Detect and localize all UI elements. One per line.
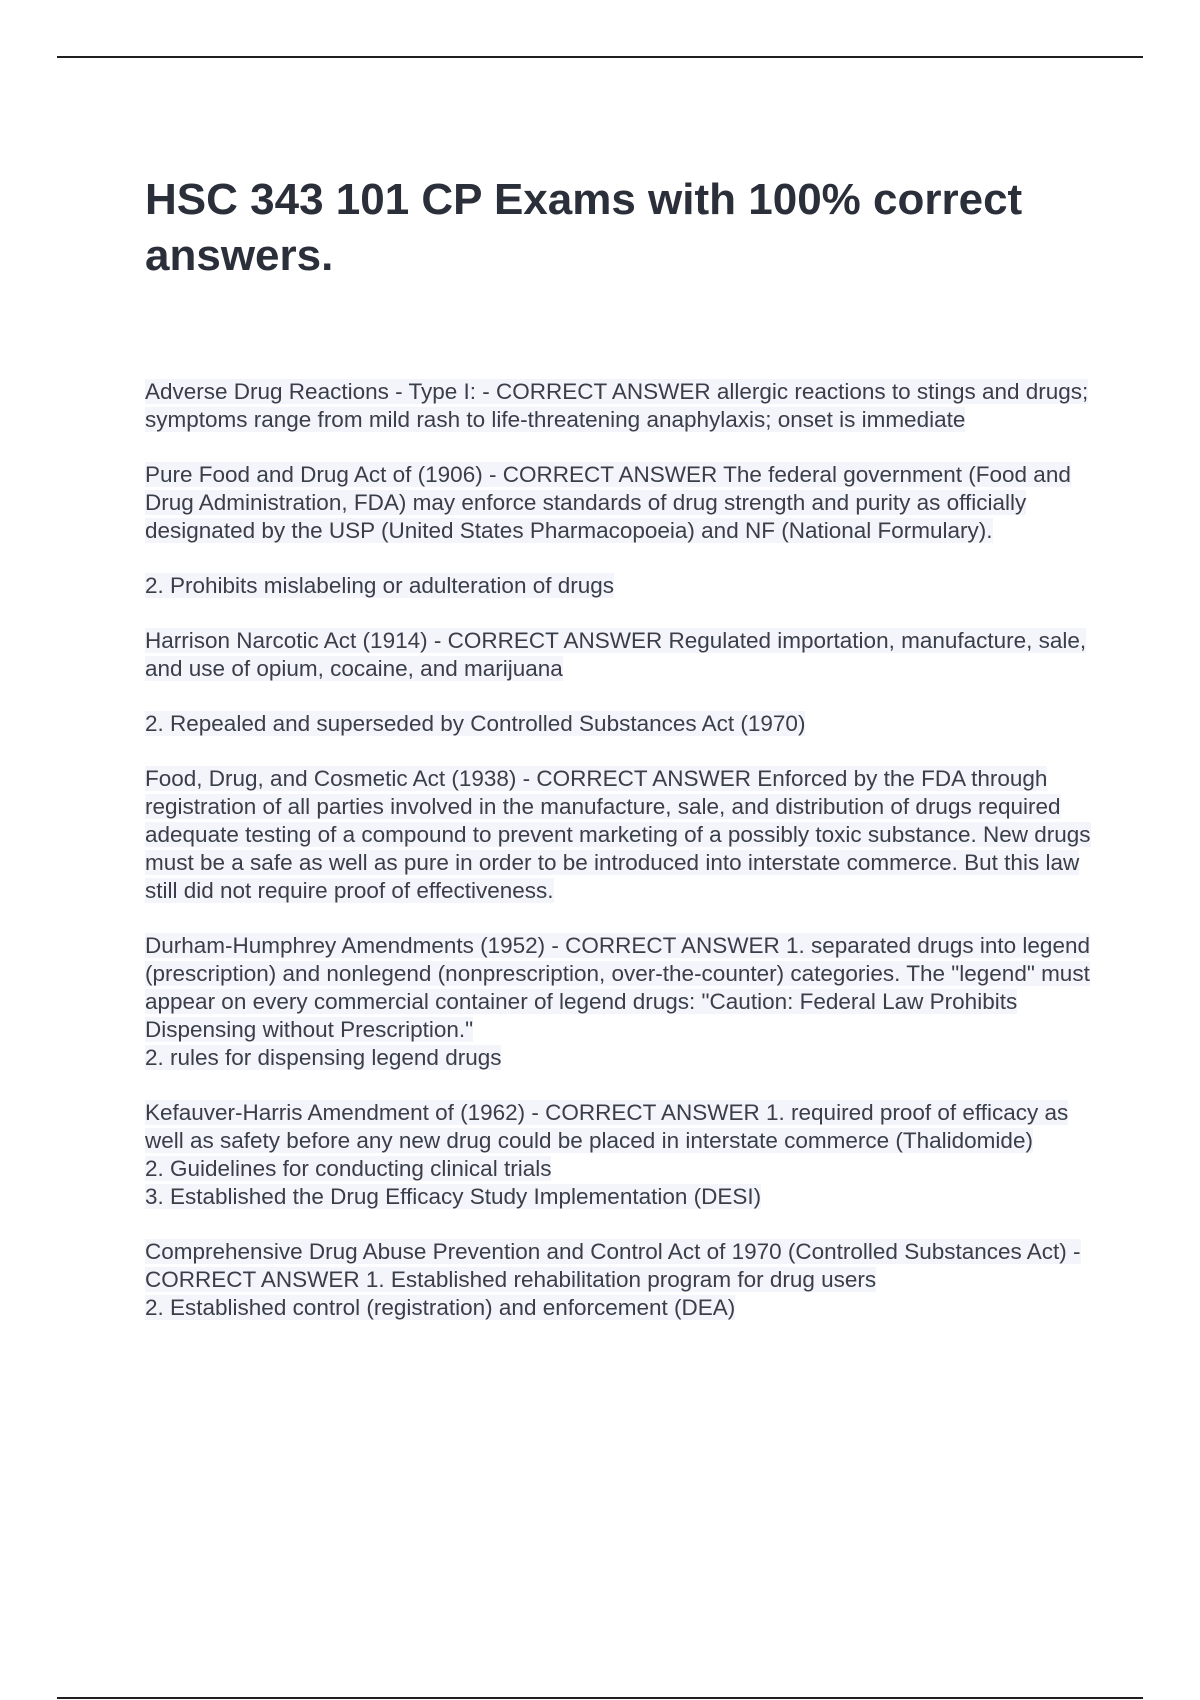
entry-durham-humphrey-amendments [145,932,1095,1072]
entry-kefauver-harris-amendment [145,1099,1095,1211]
entry-line: Food, Drug, and Cosmetic Act (1938) - CORRECT ANSWER Enforced by the FDA through registration of all parties involved in the manufacture, sale, and distribution of drugs required adequate testing of a compound to prevent marketing of a possibly toxic substance. New drugs must be a safe as well as pure in order to be introduced into interstate commerce. But this law still did not require proof of effectiveness. [145,766,1091,903]
entry-adverse-drug-reactions [145,378,1095,434]
entry-line: Adverse Drug Reactions - Type I: - CORRECT ANSWER allergic reactions to stings and drugs; symptoms range from mild rash to life-threatening anaphylaxis; onset is immediate [145,379,1089,432]
entry-food-drug-cosmetic-act [145,765,1095,905]
entry-harrison-point-2 [145,710,1095,738]
entry-pure-food-point-2 [145,572,1095,600]
entry-line: 2. Established control (registration) and enforcement (DEA) [145,1295,736,1320]
entry-line: 2. Repealed and superseded by Controlled Substances Act (1970) [145,711,806,736]
entry-line: Kefauver-Harris Amendment of (1962) - CORRECT ANSWER 1. required proof of efficacy as well as safety before any new drug could be placed in interstate commerce (Thalidomide) [145,1100,1069,1153]
document-body [145,172,1095,1349]
bottom-divider [57,1697,1143,1699]
entry-line: Pure Food and Drug Act of (1906) - CORRECT ANSWER The federal government (Food and Drug Administration, FDA) may enforce standards of drug strength and purity as officially designated by the USP (United States Pharmacopoeia) and NF (National Formulary). [145,462,1071,543]
page-title: HSC 343 101 CP Exams with 100% correct answers. [145,175,1023,280]
entry-line: 2. Prohibits mislabeling or adulteration of drugs [145,573,615,598]
entry-line: Durham-Humphrey Amendments (1952) - CORRECT ANSWER 1. separated drugs into legend (prescription) and nonlegend (nonprescription, over-the-counter) categories. The "legend" must appear on every commercial container of legend drugs: "Caution: Federal Law Prohibits Dispensing without Prescription." [145,933,1090,1042]
entry-harrison-narcotic-act [145,627,1095,683]
entry-line: Harrison Narcotic Act (1914) - CORRECT ANSWER Regulated importation, manufacture, sale, and use of opium, cocaine, and marijuana [145,628,1087,681]
top-divider [57,56,1143,58]
entry-pure-food-and-drug-act [145,461,1095,545]
entries-list [145,378,1095,1322]
entry-controlled-substances-act [145,1238,1095,1322]
entry-line: 3. Established the Drug Efficacy Study Implementation (DESI) [145,1184,762,1209]
entry-line: 2. Guidelines for conducting clinical trials [145,1156,552,1181]
entry-line: Comprehensive Drug Abuse Prevention and Control Act of 1970 (Controlled Substances Act) - CORRECT ANSWER 1. Established rehabilitation program for drug users [145,1239,1081,1292]
entry-line: 2. rules for dispensing legend drugs [145,1045,502,1070]
